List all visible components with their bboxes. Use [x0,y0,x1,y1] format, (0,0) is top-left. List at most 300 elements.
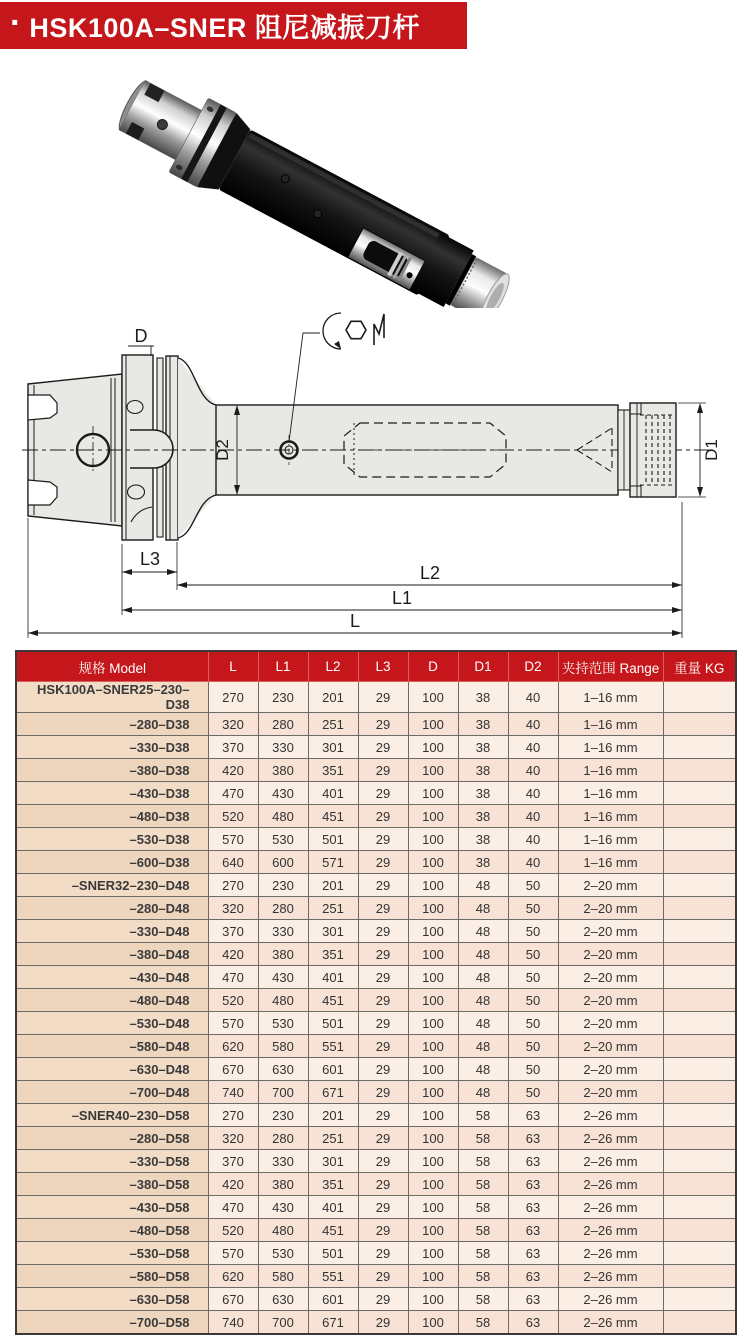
value-cell: 63 [508,1311,558,1335]
value-cell: 100 [408,1127,458,1150]
weight-cell [663,713,736,736]
table-row [16,782,736,805]
value-cell: 29 [358,1173,408,1196]
dim-label-l1: L1 [391,588,413,608]
value-cell: 251 [308,897,358,920]
value-cell: 29 [358,1058,408,1081]
model-cell: –330–D48 [16,920,208,943]
table-row [16,1173,736,1196]
value-cell: 29 [358,828,408,851]
weight-cell [663,1127,736,1150]
table-row [16,736,736,759]
value-cell: 58 [458,1219,508,1242]
value-cell: 38 [458,682,508,713]
value-cell: 63 [508,1219,558,1242]
weight-cell [663,897,736,920]
value-cell: 48 [458,1081,508,1104]
range-cell: 2–26 mm [558,1219,663,1242]
value-cell: 100 [408,682,458,713]
header-weight: 重量 KG [663,651,736,682]
value-cell: 100 [408,1081,458,1104]
range-cell: 2–26 mm [558,1196,663,1219]
value-cell: 480 [258,1219,308,1242]
range-cell: 2–20 mm [558,1058,663,1081]
value-cell: 620 [208,1035,258,1058]
value-cell: 100 [408,874,458,897]
range-cell: 2–20 mm [558,897,663,920]
value-cell: 330 [258,920,308,943]
model-cell: –430–D38 [16,782,208,805]
header-l: L [208,651,258,682]
value-cell: 470 [208,966,258,989]
table-row [16,682,736,713]
value-cell: 570 [208,828,258,851]
value-cell: 29 [358,1311,408,1335]
value-cell: 451 [308,805,358,828]
weight-cell [663,920,736,943]
value-cell: 580 [258,1265,308,1288]
value-cell: 330 [258,736,308,759]
value-cell: 63 [508,1242,558,1265]
weight-cell [663,943,736,966]
table-row [16,1288,736,1311]
value-cell: 58 [458,1311,508,1335]
value-cell: 351 [308,759,358,782]
weight-cell [663,1242,736,1265]
value-cell: 29 [358,1219,408,1242]
model-cell: –480–D38 [16,805,208,828]
value-cell: 700 [258,1311,308,1335]
model-cell: –480–D48 [16,989,208,1012]
value-cell: 38 [458,851,508,874]
value-cell: 58 [458,1288,508,1311]
value-cell: 520 [208,805,258,828]
value-cell: 301 [308,736,358,759]
value-cell: 470 [208,782,258,805]
weight-cell [663,1012,736,1035]
weight-cell [663,1035,736,1058]
weight-cell [663,1081,736,1104]
value-cell: 100 [408,1288,458,1311]
value-cell: 100 [408,1242,458,1265]
value-cell: 370 [208,736,258,759]
value-cell: 501 [308,1012,358,1035]
range-cell: 1–16 mm [558,682,663,713]
value-cell: 38 [458,805,508,828]
table-row [16,713,736,736]
value-cell: 58 [458,1196,508,1219]
model-cell: –380–D48 [16,943,208,966]
value-cell: 671 [308,1311,358,1335]
table-row [16,1081,736,1104]
range-cell: 2–26 mm [558,1288,663,1311]
range-cell: 2–26 mm [558,1127,663,1150]
value-cell: 38 [458,782,508,805]
value-cell: 351 [308,943,358,966]
value-cell: 50 [508,874,558,897]
model-cell: –330–D38 [16,736,208,759]
range-cell: 1–16 mm [558,851,663,874]
value-cell: 230 [258,682,308,713]
value-cell: 100 [408,989,458,1012]
value-cell: 630 [258,1058,308,1081]
value-cell: 48 [458,920,508,943]
table-row [16,1150,736,1173]
value-cell: 270 [208,874,258,897]
range-cell: 2–26 mm [558,1150,663,1173]
value-cell: 29 [358,1196,408,1219]
value-cell: 29 [358,1127,408,1150]
value-cell: 530 [258,828,308,851]
value-cell: 370 [208,920,258,943]
range-cell: 1–16 mm [558,805,663,828]
range-cell: 2–20 mm [558,1012,663,1035]
value-cell: 670 [208,1288,258,1311]
value-cell: 50 [508,989,558,1012]
value-cell: 29 [358,1265,408,1288]
range-cell: 1–16 mm [558,782,663,805]
table-row [16,1219,736,1242]
value-cell: 29 [358,759,408,782]
value-cell: 630 [258,1288,308,1311]
value-cell: 480 [258,805,308,828]
model-cell: –SNER32–230–D48 [16,874,208,897]
weight-cell [663,805,736,828]
header-d1: D1 [458,651,508,682]
value-cell: 29 [358,989,408,1012]
value-cell: 380 [258,759,308,782]
table-row [16,1196,736,1219]
value-cell: 100 [408,828,458,851]
range-cell: 1–16 mm [558,736,663,759]
model-cell: –530–D38 [16,828,208,851]
table-row [16,828,736,851]
weight-cell [663,966,736,989]
value-cell: 430 [258,782,308,805]
range-cell: 2–26 mm [558,1311,663,1335]
value-cell: 700 [258,1081,308,1104]
range-cell: 2–20 mm [558,989,663,1012]
value-cell: 29 [358,782,408,805]
weight-cell [663,1288,736,1311]
value-cell: 100 [408,851,458,874]
model-cell: –430–D48 [16,966,208,989]
value-cell: 100 [408,1265,458,1288]
value-cell: 740 [208,1311,258,1335]
weight-cell [663,682,736,713]
value-cell: 58 [458,1173,508,1196]
header-d2: D2 [508,651,558,682]
table-row [16,1311,736,1335]
header-l1: L1 [258,651,308,682]
value-cell: 63 [508,1173,558,1196]
value-cell: 100 [408,1058,458,1081]
value-cell: 201 [308,682,358,713]
value-cell: 100 [408,759,458,782]
value-cell: 100 [408,805,458,828]
weight-cell [663,1311,736,1335]
table-row [16,1265,736,1288]
toolholder-render [108,66,521,308]
title-bullet: · [10,4,22,42]
table-header-row [16,651,736,682]
weight-cell [663,1219,736,1242]
value-cell: 40 [508,736,558,759]
value-cell: 29 [358,682,408,713]
range-cell: 2–20 mm [558,943,663,966]
value-cell: 29 [358,713,408,736]
model-cell: –700–D48 [16,1081,208,1104]
range-cell: 2–20 mm [558,966,663,989]
value-cell: 420 [208,1173,258,1196]
dim-label-d: D [134,326,148,346]
value-cell: 29 [358,736,408,759]
value-cell: 40 [508,759,558,782]
value-cell: 430 [258,966,308,989]
value-cell: 401 [308,966,358,989]
range-cell: 2–20 mm [558,920,663,943]
value-cell: 551 [308,1035,358,1058]
model-cell: –600–D38 [16,851,208,874]
spec-table [15,650,737,1335]
value-cell: 48 [458,943,508,966]
range-cell: 2–26 mm [558,1104,663,1127]
value-cell: 48 [458,897,508,920]
table-row [16,1242,736,1265]
value-cell: 40 [508,782,558,805]
model-cell: HSK100A–SNER25–230–D38 [16,682,208,713]
dim-label-d1: D1 [702,439,721,461]
model-cell: –280–D48 [16,897,208,920]
range-cell: 2–20 mm [558,1081,663,1104]
value-cell: 320 [208,713,258,736]
value-cell: 100 [408,736,458,759]
value-cell: 420 [208,943,258,966]
dim-label-l: L [349,611,361,631]
weight-cell [663,1058,736,1081]
value-cell: 230 [258,874,308,897]
value-cell: 320 [208,1127,258,1150]
value-cell: 280 [258,1127,308,1150]
value-cell: 38 [458,736,508,759]
range-cell: 1–16 mm [558,828,663,851]
value-cell: 48 [458,1012,508,1035]
weight-cell [663,1265,736,1288]
value-cell: 29 [358,1150,408,1173]
value-cell: 48 [458,874,508,897]
value-cell: 63 [508,1288,558,1311]
value-cell: 601 [308,1288,358,1311]
value-cell: 29 [358,966,408,989]
value-cell: 270 [208,682,258,713]
model-cell: –530–D48 [16,1012,208,1035]
value-cell: 601 [308,1058,358,1081]
value-cell: 100 [408,920,458,943]
table-row [16,920,736,943]
value-cell: 29 [358,1104,408,1127]
value-cell: 370 [208,1150,258,1173]
value-cell: 640 [208,851,258,874]
value-cell: 29 [358,874,408,897]
value-cell: 29 [358,1012,408,1035]
model-cell: –380–D58 [16,1173,208,1196]
value-cell: 40 [508,713,558,736]
value-cell: 100 [408,1196,458,1219]
table-row [16,989,736,1012]
value-cell: 48 [458,966,508,989]
table-row [16,943,736,966]
value-cell: 58 [458,1104,508,1127]
model-cell: –280–D58 [16,1127,208,1150]
model-cell: –280–D38 [16,713,208,736]
weight-cell [663,1150,736,1173]
value-cell: 48 [458,989,508,1012]
value-cell: 480 [258,989,308,1012]
value-cell: 100 [408,1012,458,1035]
product-photo [0,48,750,308]
value-cell: 451 [308,989,358,1012]
weight-cell [663,736,736,759]
value-cell: 50 [508,1012,558,1035]
value-cell: 58 [458,1242,508,1265]
table-row [16,874,736,897]
value-cell: 48 [458,1058,508,1081]
value-cell: 29 [358,805,408,828]
value-cell: 29 [358,1288,408,1311]
weight-cell [663,759,736,782]
value-cell: 40 [508,828,558,851]
table-row [16,966,736,989]
dim-label-d2: D2 [213,439,232,461]
value-cell: 670 [208,1058,258,1081]
value-cell: 40 [508,805,558,828]
value-cell: 50 [508,943,558,966]
value-cell: 50 [508,1035,558,1058]
range-cell: 2–26 mm [558,1173,663,1196]
header-l2: L2 [308,651,358,682]
value-cell: 551 [308,1265,358,1288]
model-cell: –700–D58 [16,1311,208,1335]
weight-cell [663,1173,736,1196]
page-title: HSK100A–SNER 阻尼减振刀杆 [29,13,420,43]
range-cell: 2–26 mm [558,1242,663,1265]
weight-cell [663,828,736,851]
technical-drawing [0,300,750,650]
value-cell: 251 [308,1127,358,1150]
model-cell: –430–D58 [16,1196,208,1219]
value-cell: 401 [308,782,358,805]
table-row [16,1058,736,1081]
value-cell: 63 [508,1104,558,1127]
range-cell: 2–26 mm [558,1265,663,1288]
weight-cell [663,1196,736,1219]
value-cell: 100 [408,1035,458,1058]
value-cell: 301 [308,1150,358,1173]
value-cell: 570 [208,1012,258,1035]
value-cell: 570 [208,1242,258,1265]
value-cell: 40 [508,682,558,713]
model-cell: –630–D58 [16,1288,208,1311]
value-cell: 600 [258,851,308,874]
value-cell: 201 [308,1104,358,1127]
page-title-banner [0,2,467,49]
value-cell: 29 [358,1242,408,1265]
value-cell: 430 [258,1196,308,1219]
model-cell: –330–D58 [16,1150,208,1173]
value-cell: 671 [308,1081,358,1104]
value-cell: 48 [458,1035,508,1058]
header-range: 夹持范围 Range [558,651,663,682]
value-cell: 58 [458,1150,508,1173]
table-row [16,1035,736,1058]
value-cell: 330 [258,1150,308,1173]
model-cell: –630–D48 [16,1058,208,1081]
table-row [16,851,736,874]
value-cell: 201 [308,874,358,897]
value-cell: 29 [358,920,408,943]
range-cell: 1–16 mm [558,759,663,782]
range-cell: 2–20 mm [558,874,663,897]
value-cell: 29 [358,851,408,874]
header-d: D [408,651,458,682]
table-row [16,1104,736,1127]
range-cell: 2–20 mm [558,1035,663,1058]
value-cell: 380 [258,943,308,966]
value-cell: 571 [308,851,358,874]
model-cell: –530–D58 [16,1242,208,1265]
value-cell: 38 [458,828,508,851]
value-cell: 580 [258,1035,308,1058]
value-cell: 100 [408,713,458,736]
value-cell: 530 [258,1242,308,1265]
value-cell: 620 [208,1265,258,1288]
range-cell: 1–16 mm [558,713,663,736]
value-cell: 63 [508,1150,558,1173]
weight-cell [663,989,736,1012]
value-cell: 401 [308,1196,358,1219]
value-cell: 38 [458,713,508,736]
value-cell: 38 [458,759,508,782]
value-cell: 520 [208,989,258,1012]
weight-cell [663,851,736,874]
value-cell: 100 [408,897,458,920]
value-cell: 230 [258,1104,308,1127]
value-cell: 740 [208,1081,258,1104]
value-cell: 280 [258,713,308,736]
value-cell: 63 [508,1127,558,1150]
header-l3: L3 [358,651,408,682]
value-cell: 63 [508,1196,558,1219]
value-cell: 280 [258,897,308,920]
value-cell: 50 [508,1081,558,1104]
value-cell: 58 [458,1265,508,1288]
table-row [16,1127,736,1150]
value-cell: 100 [408,1219,458,1242]
value-cell: 270 [208,1104,258,1127]
value-cell: 470 [208,1196,258,1219]
value-cell: 100 [408,782,458,805]
value-cell: 29 [358,1081,408,1104]
table-row [16,897,736,920]
value-cell: 530 [258,1012,308,1035]
value-cell: 63 [508,1265,558,1288]
value-cell: 100 [408,943,458,966]
value-cell: 380 [258,1173,308,1196]
value-cell: 451 [308,1219,358,1242]
model-cell: –480–D58 [16,1219,208,1242]
value-cell: 100 [408,1173,458,1196]
value-cell: 520 [208,1219,258,1242]
